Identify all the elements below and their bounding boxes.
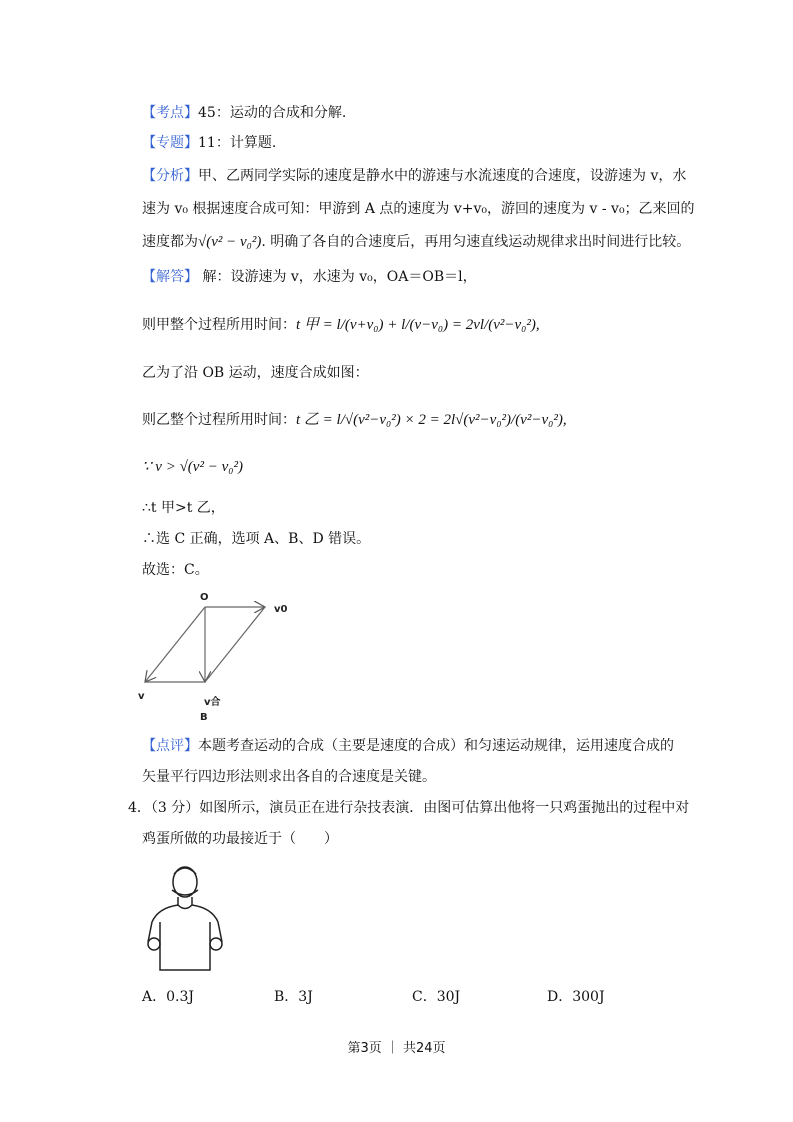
velocity-diagram bbox=[130, 585, 330, 725]
dianping-line1 bbox=[142, 736, 674, 756]
option-b: B．3J bbox=[274, 989, 313, 1005]
option-a: A．0.3J bbox=[142, 989, 194, 1005]
yi-intro: 乙为了沿 OB 运动，速度合成如图： bbox=[142, 365, 369, 381]
label-o: O bbox=[200, 592, 209, 603]
label-b: B bbox=[200, 712, 208, 723]
jieda-line bbox=[142, 267, 477, 287]
dianping-tag: 【点评】 bbox=[142, 738, 198, 754]
kaodian-text: 45：运动的合成和分解. bbox=[198, 105, 347, 121]
therefore-line1: ∴t 甲>t 乙， bbox=[142, 500, 225, 516]
kaodian-line bbox=[142, 103, 346, 123]
fenxi-formula: √(v² − v₀²) bbox=[198, 234, 262, 250]
dianping-text1: 本题考查运动的合成（主要是速度的合成）和匀速运动规律，运用速度合成的 bbox=[198, 738, 674, 754]
juggler-figure bbox=[138, 860, 233, 975]
fenxi-line2: 速为 v₀ 根据速度合成可知：甲游到 A 点的速度为 v+v₀，游回的速度为 v - v₀；乙来回的 bbox=[142, 201, 695, 217]
zhuanti-text: 11：计算题. bbox=[198, 135, 277, 151]
option-d: D．300J bbox=[547, 989, 605, 1005]
label-vhe: v合 bbox=[204, 697, 221, 708]
dianping-line2: 矢量平行四边形法则求出各自的合速度是关键。 bbox=[142, 769, 436, 785]
jieda-text: 解：设游速为 v，水速为 v₀，OA＝OB＝l， bbox=[202, 269, 477, 285]
t-jia-line bbox=[142, 315, 540, 335]
option-c: C．30J bbox=[412, 989, 461, 1005]
question4-line2: 鸡蛋所做的功最接近于（ ） bbox=[142, 831, 338, 847]
page-footer: 第3页 ｜ 共24页 bbox=[347, 1041, 446, 1056]
fenxi-line1 bbox=[142, 166, 686, 186]
fenxi-line3 bbox=[142, 232, 690, 252]
fenxi-text3a: 速度都为 bbox=[142, 234, 198, 250]
kaodian-tag: 【考点】 bbox=[142, 105, 198, 121]
label-v: v bbox=[138, 691, 145, 702]
zhuanti-tag: 【专题】 bbox=[142, 135, 198, 151]
fenxi-text3c: . 明确了各自的合速度后，再用匀速直线运动规律求出时间进行比较。 bbox=[261, 234, 691, 250]
answer-line: 故选：C。 bbox=[142, 562, 209, 578]
t-yi-line bbox=[142, 410, 567, 430]
fenxi-text1: 甲、乙两同学实际的速度是静水中的游速与水流速度的合速度，设游速为 v，水 bbox=[198, 168, 687, 184]
because-line: ∵ v > √(v² − v₀²) bbox=[142, 459, 243, 475]
question4-line1: 4．（3 分）如图所示，演员正在进行杂技表演．由图可估算出他将一只鸡蛋抛出的过程中对 bbox=[128, 800, 690, 816]
zhuanti-line bbox=[142, 133, 276, 153]
jieda-tag: 【解答】 bbox=[142, 269, 198, 285]
t-jia-label: 则甲整个过程所用时间： bbox=[142, 317, 296, 333]
therefore-line2: ∴选 C 正确，选项 A、B、D 错误。 bbox=[142, 531, 371, 547]
label-v0: v0 bbox=[274, 604, 288, 615]
t-yi-label: 则乙整个过程所用时间： bbox=[142, 412, 296, 428]
fenxi-tag: 【分析】 bbox=[142, 168, 198, 184]
t-jia-formula: t 甲 = l/(v+v₀) + l/(v−v₀) = 2vl/(v²−v₀²), bbox=[296, 317, 540, 333]
t-yi-formula: t 乙 = l/√(v²−v₀²) × 2 = 2l√(v²−v₀²)/(v²−v₀²), bbox=[296, 412, 567, 428]
